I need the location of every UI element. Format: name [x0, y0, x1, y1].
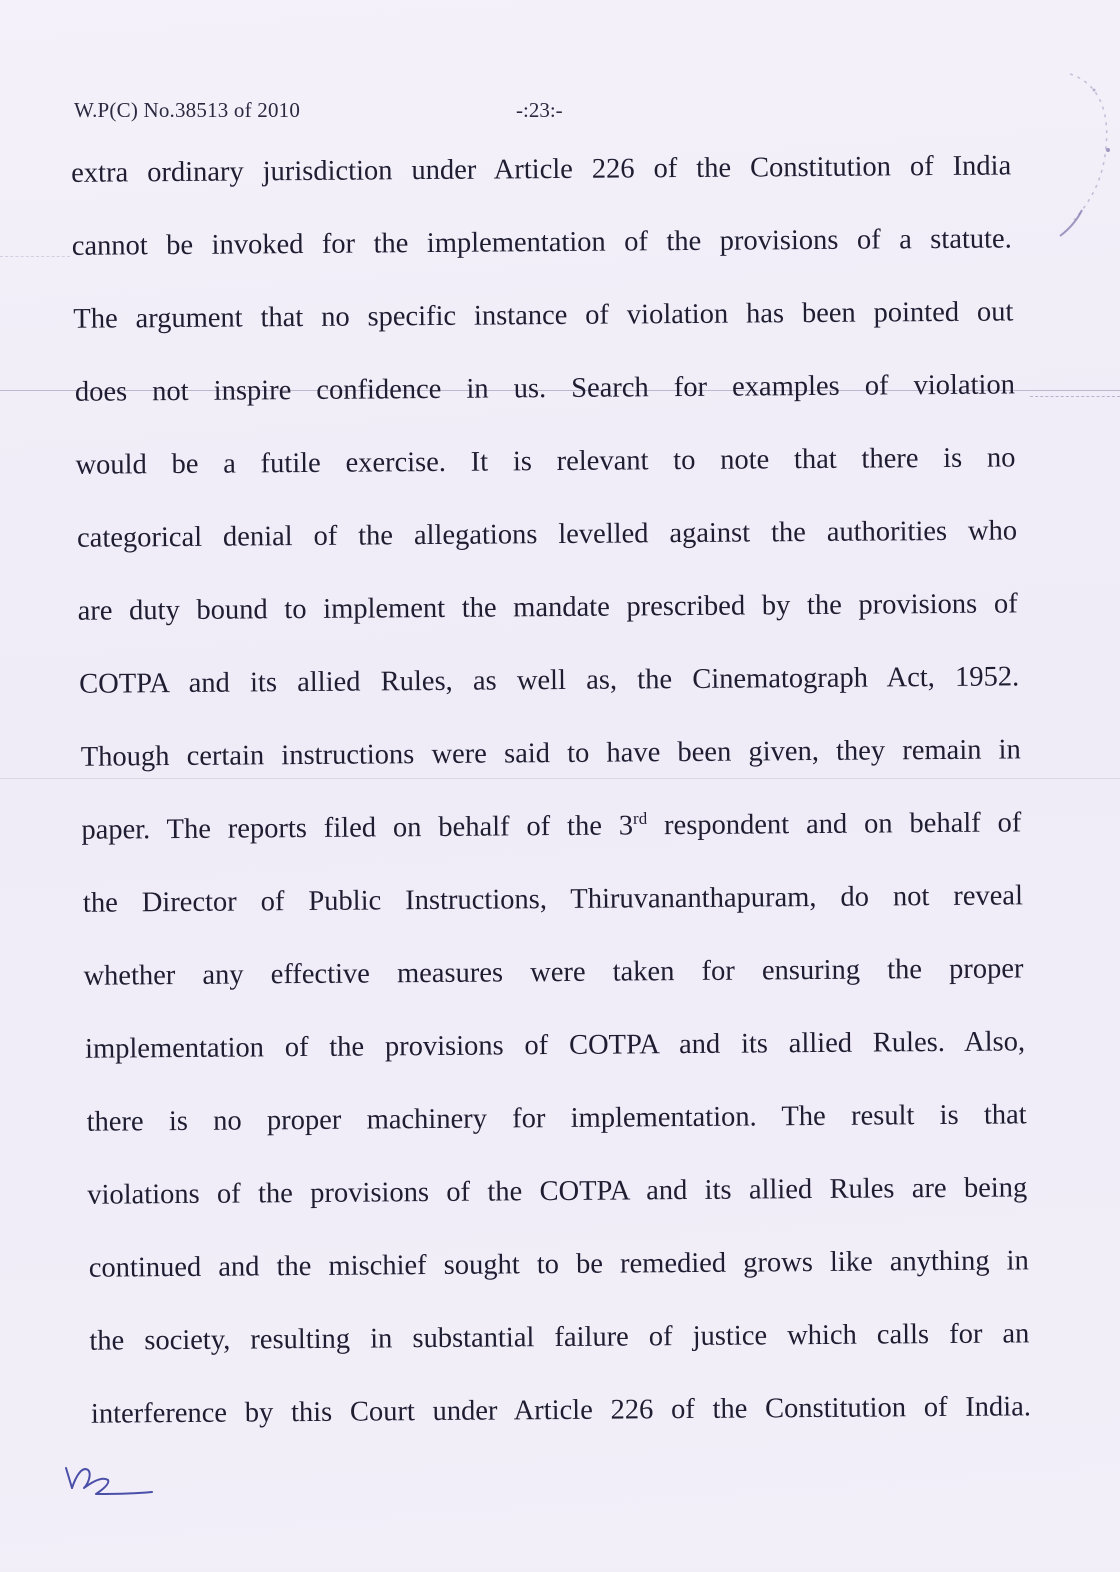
text-line-16: continued and the mischief sought to be remedied grows like anything in: [88, 1245, 1029, 1284]
text-line-17: the society, resulting in substantial failure of justice which calls for an: [89, 1318, 1030, 1357]
page-number: -:23:-: [516, 98, 563, 122]
text-line-9: Though certain instructions were said to have been given, they remain in: [80, 734, 1021, 773]
text-line-1: extra ordinary jurisdiction under Article 226 of the Constitution of India: [71, 150, 1012, 189]
text-line-11: the Director of Public Instructions, Thiruvananthapuram, do not reveal: [82, 880, 1024, 919]
text-line-10-start: paper. The reports filed on behalf of the 3: [81, 810, 634, 846]
text-line-10-end: respondent and on behalf of: [647, 807, 1022, 842]
ordinal-suffix: rd: [632, 808, 648, 828]
text-line-12: whether any effective measures were taken for ensuring the proper: [83, 953, 1024, 992]
text-line-13: implementation of the provisions of COTPA and its allied Rules. Also,: [84, 1026, 1026, 1065]
text-line-2: cannot be invoked for the implementation of the provisions of a statute.: [71, 223, 1012, 262]
text-line-10: [81, 805, 1021, 848]
handwritten-initials: [62, 1458, 162, 1508]
text-line-4: does not inspire confidence in us. Search for examples of violation: [74, 369, 1016, 408]
text-line-6: categorical denial of the allegations levelled against the authorities who: [76, 515, 1018, 554]
text-line-5: would be a futile exercise. It is relevant to note that there is no: [75, 442, 1016, 481]
text-line-14: there is no proper machinery for implementation. The result is that: [86, 1099, 1027, 1138]
case-number: W.P(C) No.38513 of 2010: [74, 98, 301, 122]
text-line-7: are duty bound to implement the mandate prescribed by the provisions of: [77, 588, 1018, 627]
text-line-15: violations of the provisions of the COTPA and its allied Rules are being: [87, 1172, 1028, 1211]
text-line-8: COTPA and its allied Rules, as well as, the Cinematograph Act, 1952.: [79, 661, 1020, 700]
text-line-18: interference by this Court under Article 226 of the Constitution of India.: [90, 1391, 1032, 1430]
text-line-3: The argument that no specific instance of violation has been pointed out: [73, 296, 1014, 335]
